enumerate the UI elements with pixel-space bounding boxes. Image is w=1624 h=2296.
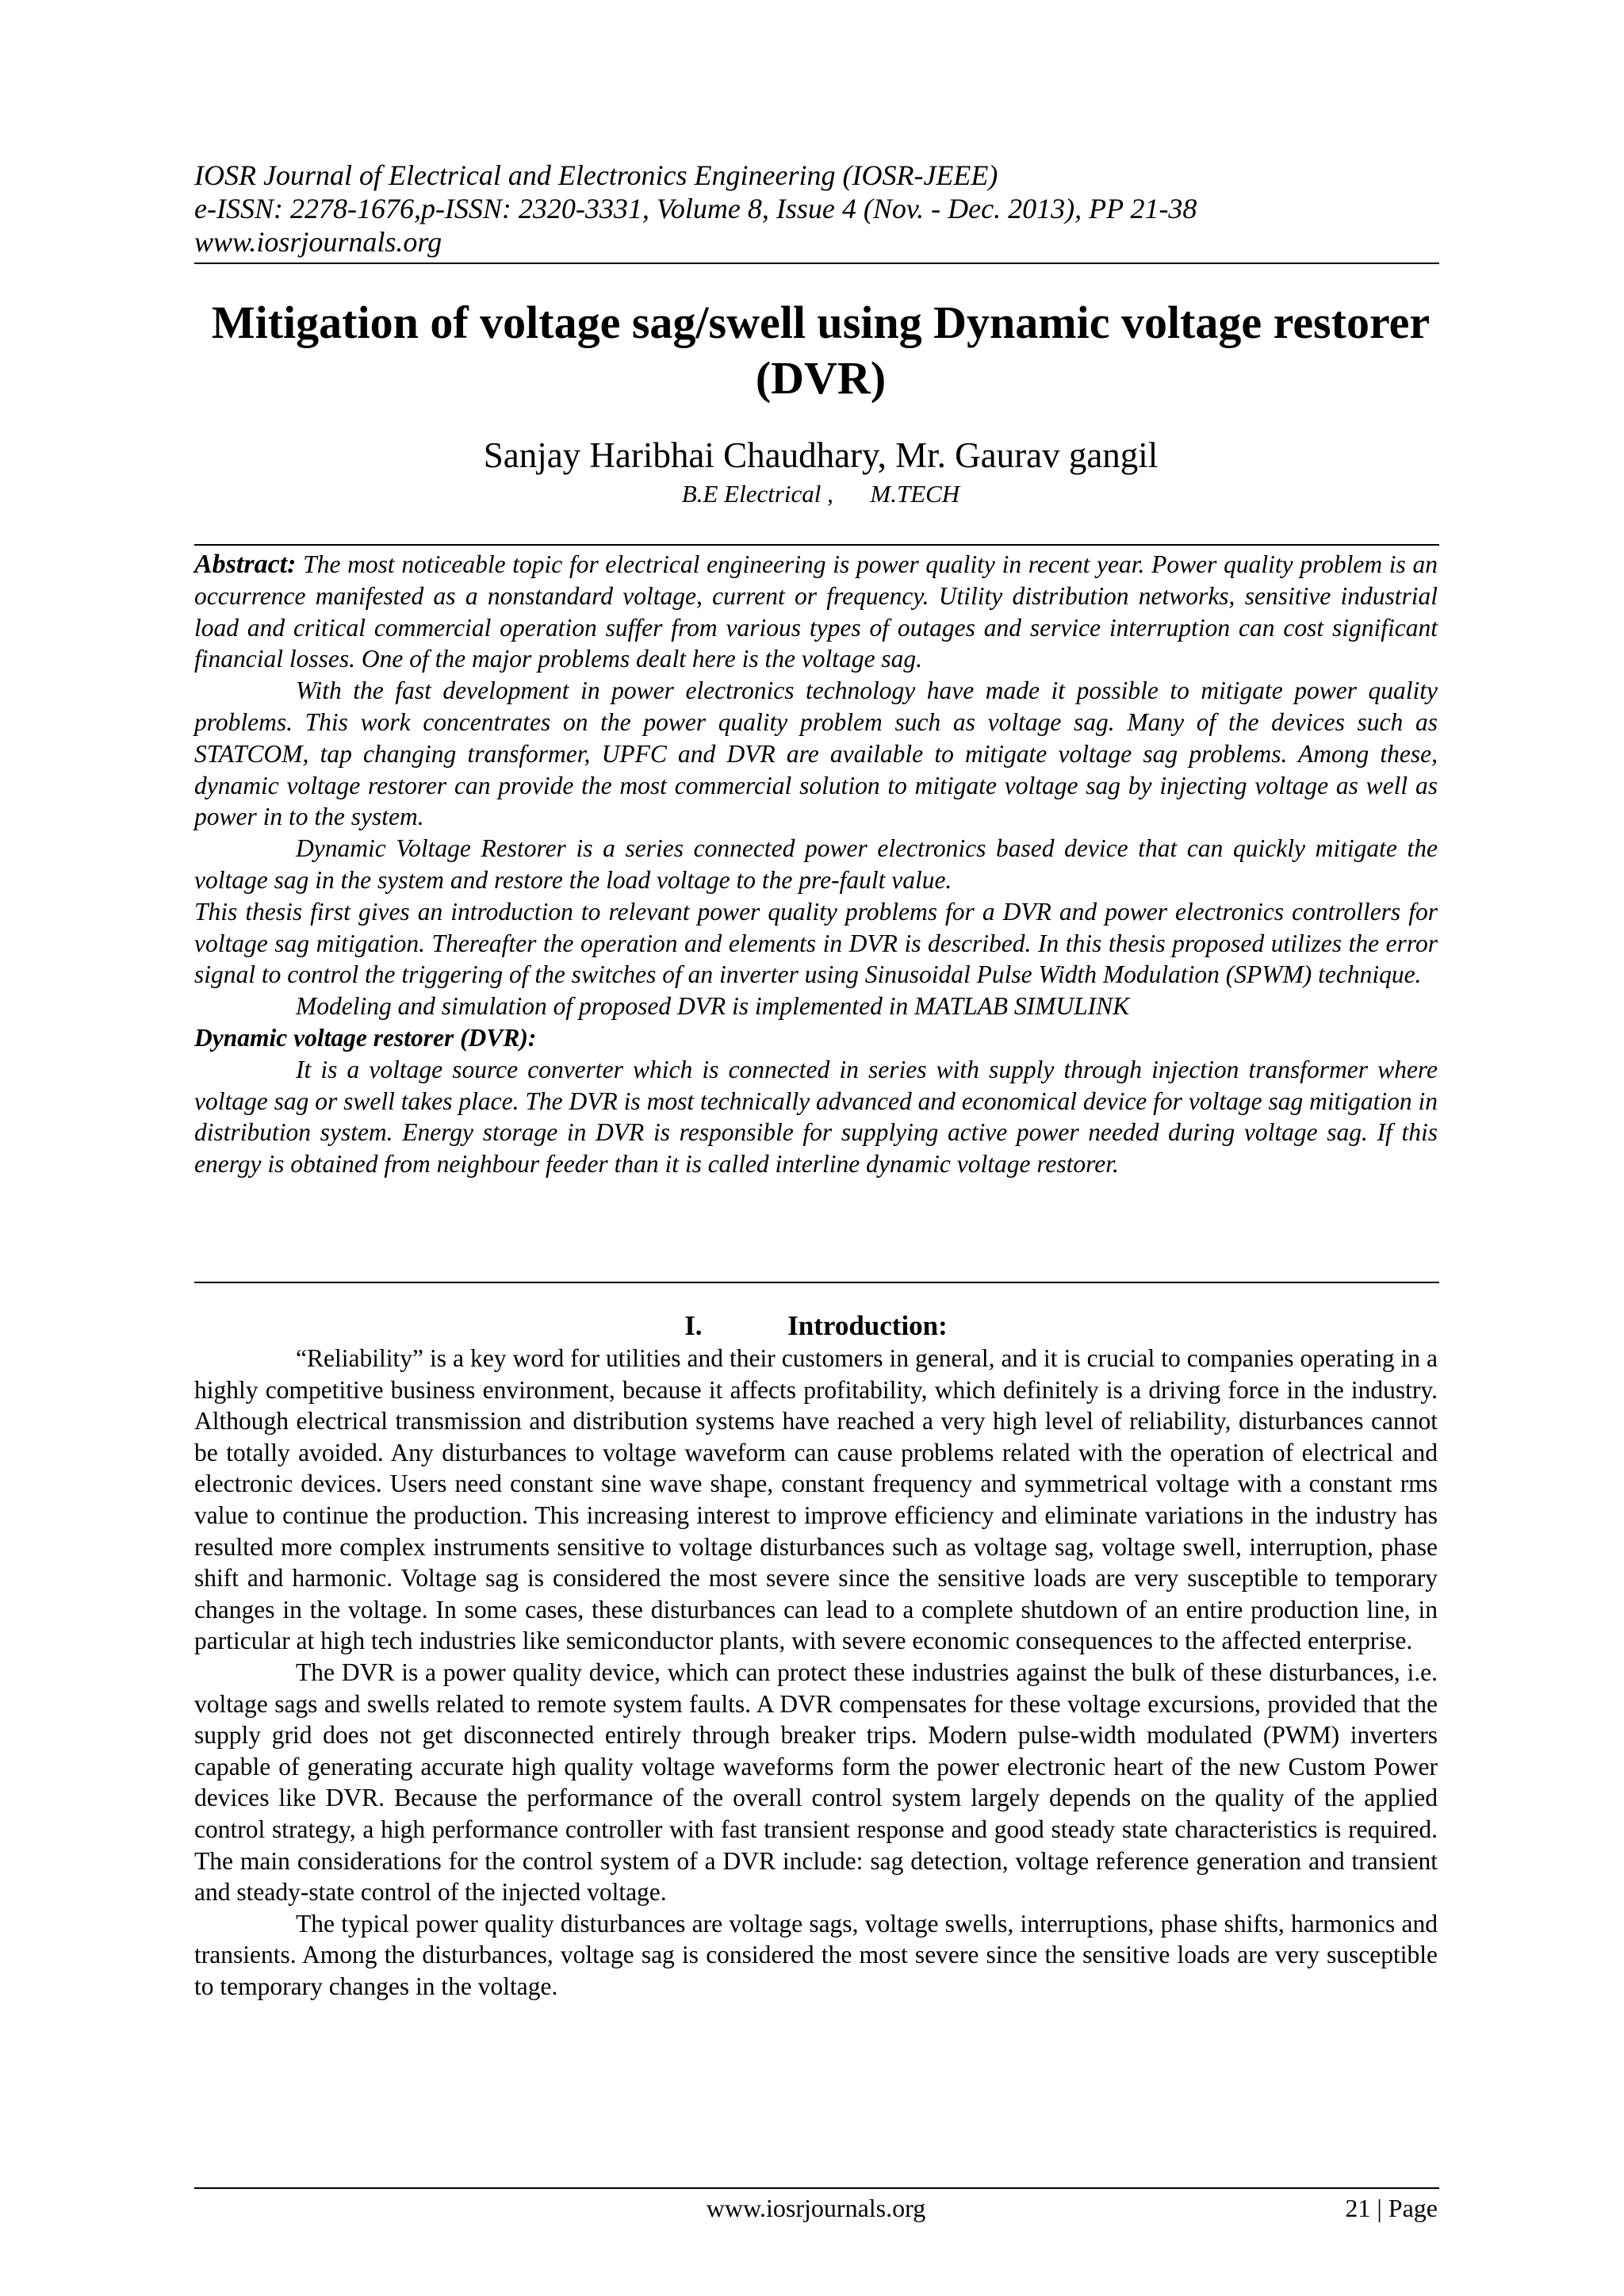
page-footer <box>194 2193 1438 2225</box>
journal-name: IOSR Journal of Electrical and Electronics Engineering (IOSR-JEEE) <box>194 159 998 191</box>
abstract-paragraph-1 <box>194 549 1438 675</box>
section-heading <box>194 1310 1438 1342</box>
issn-line: e-ISSN: 2278-1676,p-ISSN: 2320-3331, Volume 8, Issue 4 (Nov. - Dec. 2013), PP 21-38 <box>194 193 1197 224</box>
footer-rule <box>194 2187 1439 2189</box>
title-line-2: (DVR) <box>755 352 887 404</box>
abstract-bottom-rule <box>194 1282 1439 1283</box>
abstract-paragraph-6: It is a voltage source converter which is connected in series with supply through injection transformer where voltage sag or swell takes place. The DVR is most technically advanced and economical device for voltage sag mitigation in distribution system. Energy storage in DVR is responsible for supplying active power needed during voltage sag. If this energy is obtained from neighbour feeder than it is called interline dynamic voltage restorer. <box>194 1055 1438 1179</box>
abstract-paragraph-3: Dynamic Voltage Restorer is a series connected power electronics based device that can quickly mitigate the voltage sag in the system and restore the load voltage to the pre-fault value. <box>194 834 1438 894</box>
abstract <box>194 549 1438 1180</box>
dvr-bullet-heading <box>194 1022 1438 1054</box>
section-number: I. <box>684 1310 703 1341</box>
title-line-1: Mitigation of voltage sag/swell using Dynamic voltage restorer <box>211 297 1431 348</box>
intro-paragraph-3: The typical power quality disturbances are voltage sags, voltage swells, interruptions, phase shifts, harmonics and transients. Among the disturbances, voltage sag is considered the most severe since the sensitive loads are very susceptible to temporary changes in the voltage. <box>194 1909 1438 2000</box>
section-title: Introduction: <box>787 1310 948 1341</box>
authors: Sanjay Haribhai Chaudhary, Mr. Gaurav gangil <box>483 435 1159 475</box>
journal-website[interactable]: www.iosrjournals.org <box>194 226 442 258</box>
affiliations: B.E Electrical , M.TECH <box>681 480 960 508</box>
abstract-top-rule <box>194 544 1439 546</box>
abstract-label: Abstract: <box>194 550 297 579</box>
journal-header <box>194 159 1447 259</box>
abstract-text-1: The most noticeable topic for electrical engineering is power quality in recent year. Power quality problem is an occurrence manifested as a nonstandard voltage, current or frequency. Utility distribution networks, sensitive industrial load and critical commercial operation suffer from various types of outages and service interruption can cost significant financial losses. One of the major problems dealt here is the voltage sag. <box>194 550 1438 673</box>
abstract-paragraph-2: With the fast development in power electronics technology have made it possible to mitigate power quality problems. This work concentrates on the power quality problem such as voltage sag. Many of the devices such as STATCOM, tap changing transformer, UPFC and DVR are available to mitigate voltage sag problems. Among these, dynamic voltage restorer can provide the most commercial solution to mitigate voltage sag by injecting voltage as well as power in to the system. <box>194 677 1438 831</box>
abstract-paragraph-5: Modeling and simulation of proposed DVR is implemented in MATLAB SIMULINK <box>296 992 1130 1021</box>
page-number: 21 | Page <box>1345 2194 1438 2222</box>
intro-paragraph-2: The DVR is a power quality device, which can protect these industries against the bulk of these disturbances, i.e. voltage sags and swells related to remote system faults. A DVR compensates for these voltage excursions, provided that the supply grid does not get disconnected entirely through breaker trips. Modern pulse-width modulated (PWM) inverters capable of generating accurate high quality voltage waveforms form the power electronic heart of the new Custom Power devices like DVR. Because the performance of the overall control system largely depends on the quality of the applied control strategy, a high performance controller with fast transient response and good steady state characteristics is required. The main considerations for the control system of a DVR include: sag detection, voltage reference generation and transient and steady-state control of the injected voltage. <box>194 1658 1438 1907</box>
intro-paragraph-1: “Reliability” is a key word for utilities and their customers in general, and it is crucial to companies operating in a highly competitive business environment, because it affects profitability, which definitely is a driving force in the industry. Although electrical transmission and distribution systems have reached a very high level of reliability, disturbances cannot be totally avoided. Any disturbances to voltage waveform can cause problems related with the operation of electrical and electronic devices. Users need constant sine wave shape, constant frequency and symmetrical voltage with a constant rms value to continue the production. This increasing interest to improve efficiency and eliminate variations in the industry has resulted more complex instruments sensitive to voltage disturbances such as voltage sag, voltage swell, interruption, phase shift and harmonic. Voltage sag is considered the most severe since the sensitive loads are very susceptible to temporary changes in the voltage. In some cases, these disturbances can lead to a complete shutdown of an entire production line, in particular at high tech industries like semiconductor plants, with severe economic consequences to the affected enterprise. <box>194 1344 1438 1655</box>
paper-title <box>194 295 1447 406</box>
bullet-heading-text: Dynamic voltage restorer (DVR): <box>194 1023 537 1052</box>
introduction-body <box>194 1343 1438 2002</box>
abstract-paragraph-4: This thesis first gives an introduction to relevant power quality problems for a DVR and power electronics controllers for voltage sag mitigation. Thereafter the operation and elements in DVR is described. In this thesis proposed utilizes the error signal to control the triggering of the switches of an inverter using Sinusoidal Pulse Width Modulation (SPWM) technique. <box>194 897 1438 989</box>
header-rule <box>194 263 1439 264</box>
footer-website[interactable]: www.iosrjournals.org <box>706 2194 926 2222</box>
